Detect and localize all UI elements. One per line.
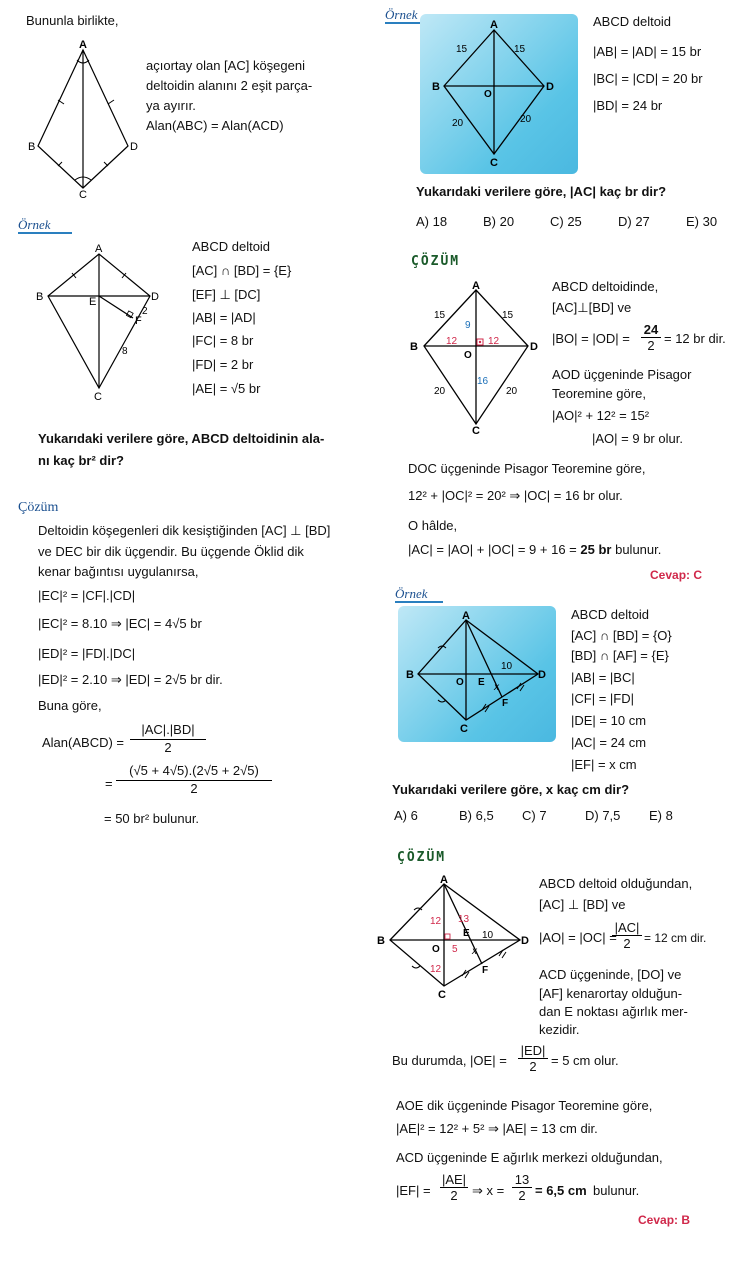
label-b: B xyxy=(377,935,385,947)
label-c: C xyxy=(79,189,87,198)
label-a: A xyxy=(79,39,87,51)
sol2-eq-pre: |BO| = |OD| = xyxy=(552,331,630,346)
sol1-eq-2: |EC|² = 8.10 ⇒ |EC| = 4√5 br xyxy=(38,616,202,631)
example-tag-2: Örnek xyxy=(385,7,418,22)
length-20-left: 20 xyxy=(452,118,464,129)
sol2-line-8: 12² + |OC|² = 20² ⇒ |OC| = 16 br olur. xyxy=(408,488,623,503)
label-b: B xyxy=(28,141,36,153)
area-lhs: Alan(ABCD) = xyxy=(42,735,124,750)
ex1-question-line-1: Yukarıdaki verilere göre, ABCD deltoidinin ala- xyxy=(38,431,325,446)
label-c: C xyxy=(490,157,498,169)
sol2-line-9: O hâlde, xyxy=(408,518,458,533)
length-8: 8 xyxy=(122,346,128,357)
ex3-given-4: |AB| = |BC| xyxy=(571,670,635,685)
sol3-l11-denominator-1: 2 xyxy=(450,1188,458,1203)
label-c: C xyxy=(94,391,102,403)
ex3-given-7: |AC| = 24 cm xyxy=(571,735,647,750)
label-f: F xyxy=(502,698,509,709)
label-b: B xyxy=(406,669,414,681)
length-15-left: 15 xyxy=(456,44,468,55)
ex1-given-1: ABCD deltoid xyxy=(192,239,271,254)
sol1-eq-4: |ED|² = 2.10 ⇒ |ED| = 2√5 br dir. xyxy=(38,672,223,687)
area-equals: = xyxy=(105,776,113,791)
label-c: C xyxy=(460,723,468,735)
sol2-numerator: 24 xyxy=(641,322,661,338)
ex3-given-1: ABCD deltoid xyxy=(571,607,650,622)
ex2-question: Yukarıdaki verilere göre, |AC| kaç br dir? xyxy=(416,184,667,199)
sol2-line-10-pre: |AC| = |AO| + |OC| = 9 + 16 = xyxy=(408,542,577,557)
ex2-option-c: C) 25 xyxy=(550,214,582,229)
area-denominator: 2 xyxy=(164,740,172,755)
ex3-option-d: D) 7,5 xyxy=(585,808,621,823)
sol2-line-7: DOC üçgeninde Pisagor Teoremine göre, xyxy=(408,461,646,476)
kite-figure-6 xyxy=(374,874,540,1010)
sol3-line-7-pre: Bu durumda, |OE| = xyxy=(392,1053,507,1068)
sol3-line-11-post: bulunur. xyxy=(593,1183,640,1198)
ex2-option-e: E) 30 xyxy=(686,214,718,229)
ex1-given-4: |AB| = |AD| xyxy=(192,310,256,325)
answer-badge-3: Cevap: B xyxy=(638,1213,691,1227)
sol3-denominator: 2 xyxy=(623,936,631,951)
ex1-given-7: |AE| = √5 br xyxy=(192,381,261,396)
length-9: 9 xyxy=(465,320,471,331)
label-d: D xyxy=(151,291,159,303)
label-b: B xyxy=(36,291,44,303)
label-e: E xyxy=(478,677,485,688)
ex2-given-1: ABCD deltoid xyxy=(593,14,672,29)
sol3-line-1: ABCD deltoid olduğundan, xyxy=(539,876,693,891)
sol2-line-6: |AO| = 9 br olur. xyxy=(592,431,683,446)
solution-tag-1: Çözüm xyxy=(18,500,59,515)
sol3-line-4: [AF] kenarortay olduğun- xyxy=(539,986,683,1001)
label-a: A xyxy=(440,874,448,886)
length-2: 2 xyxy=(142,306,148,317)
area-fraction-2 xyxy=(116,763,272,797)
sol3-fraction-2 xyxy=(518,1043,548,1074)
ex2-given-4: |BD| = 24 br xyxy=(593,98,663,113)
sol1-line-2: ve DEC bir dik üçgendir. Bu üçgende Öklid dik xyxy=(38,544,304,559)
sol3-eq-pre: |AO| = |OC| = xyxy=(539,930,617,945)
ex1-given-3: [EF] ⊥ [DC] xyxy=(192,287,261,302)
label-c: C xyxy=(438,989,446,1001)
solution-tag-2: ÇÖZÜM xyxy=(411,254,461,269)
sol3-line-11-result: = 6,5 cm xyxy=(535,1183,587,1198)
ex3-option-c: C) 7 xyxy=(522,808,547,823)
ex1-given-5: |FC| = 8 br xyxy=(192,333,254,348)
label-b: B xyxy=(410,341,418,353)
label-f: F xyxy=(135,315,142,327)
sol3-eq-post: = 12 cm dir. xyxy=(644,931,707,945)
ex3-given-6: |DE| = 10 cm xyxy=(571,713,647,728)
label-a: A xyxy=(490,19,498,31)
length-15-right: 15 xyxy=(502,310,514,321)
area-result: = 50 br² bulunur. xyxy=(104,811,200,826)
intro-text: Bununla birlikte, xyxy=(26,13,119,28)
label-d: D xyxy=(546,81,554,93)
length-15-left: 15 xyxy=(434,310,446,321)
label-a: A xyxy=(472,280,480,292)
ex3-option-b: B) 6,5 xyxy=(459,808,494,823)
sol2-line-10-post: bulunur. xyxy=(615,542,662,557)
length-13: 13 xyxy=(458,914,470,925)
sol3-l11-numerator-2: 13 xyxy=(512,1172,532,1188)
sol1-line-3: kenar bağıntısı uygulanırsa, xyxy=(38,564,199,579)
label-o: O xyxy=(484,89,492,100)
area2-denominator: 2 xyxy=(190,781,198,796)
ex1-given-2: [AC] ∩ [BD] = {E} xyxy=(192,263,292,278)
property-line-4: Alan(ABC) = Alan(ACD) xyxy=(146,118,284,133)
label-d: D xyxy=(130,141,138,153)
sol2-line-10 xyxy=(408,542,661,558)
length-12-bottom: 12 xyxy=(430,964,442,975)
label-e: E xyxy=(89,296,97,308)
sol3-line-9: |AE|² = 12² + 5² ⇒ |AE| = 13 cm dir. xyxy=(396,1121,598,1136)
sol3-numerator: |AC| xyxy=(612,920,642,936)
area-fraction-1 xyxy=(130,722,206,756)
length-12-left: 12 xyxy=(446,336,458,347)
sol3-l11-denominator-2: 2 xyxy=(518,1188,526,1203)
sol2-line-3: AOD üçgeninde Pisagor xyxy=(552,367,692,382)
length-15-right: 15 xyxy=(514,44,526,55)
sol3-line-2: [AC] ⊥ [BD] ve xyxy=(539,897,626,912)
area-numerator: |AC|.|BD| xyxy=(130,722,206,740)
ex1-given-6: |FD| = 2 br xyxy=(192,357,254,372)
ex1-question-line-2: nı kaç br² dir? xyxy=(38,453,124,468)
kite-figure-2 xyxy=(34,242,174,404)
label-d: D xyxy=(530,341,538,353)
example-underline-3 xyxy=(395,601,443,603)
length-20-right: 20 xyxy=(520,114,532,125)
sol3-fraction xyxy=(612,920,642,951)
area2-numerator: (√5 + 4√5).(2√5 + 2√5) xyxy=(116,763,272,781)
length-5: 5 xyxy=(452,944,458,955)
length-12-top: 12 xyxy=(430,916,442,927)
length-20-left: 20 xyxy=(434,386,446,397)
sol3-line-7-post: = 5 cm olur. xyxy=(551,1053,619,1068)
ex2-given-2: |AB| = |AD| = 15 br xyxy=(593,44,702,59)
ex2-option-a: A) 18 xyxy=(416,214,448,229)
sol2-line-5: |AO|² + 12² = 15² xyxy=(552,408,650,423)
label-d: D xyxy=(521,935,529,947)
ex3-option-a: A) 6 xyxy=(394,808,418,823)
label-o: O xyxy=(456,677,464,688)
sol2-eq-post: = 12 br dir. xyxy=(664,331,726,346)
sol3-line-11-mid: ⇒ x = xyxy=(472,1183,505,1198)
ex3-given-8: |EF| = x cm xyxy=(571,757,637,772)
kite-figure-4 xyxy=(404,280,552,436)
ex3-given-3: [BD] ∩ [AF] = {E} xyxy=(571,648,669,663)
sol3-line-10: ACD üçgeninde E ağırlık merkezi olduğundan, xyxy=(396,1150,663,1165)
property-line-2: deltoidin alanını 2 eşit parça- xyxy=(146,78,313,93)
ex2-option-d: D) 27 xyxy=(618,214,650,229)
sol1-eq-1: |EC|² = |CF|.|CD| xyxy=(38,588,136,603)
ex3-question: Yukarıdaki verilere göre, x kaç cm dir? xyxy=(392,782,630,797)
sol2-line-2: [AC]⊥[BD] ve xyxy=(552,300,632,315)
kite-figure-3 xyxy=(420,14,578,174)
sol3-line-5: dan E noktası ağırlık mer- xyxy=(539,1004,688,1019)
sol2-denominator: 2 xyxy=(647,338,655,353)
sol2-line-10-result: 25 br xyxy=(580,542,612,557)
label-b: B xyxy=(432,81,440,93)
sol2-fraction xyxy=(641,322,661,353)
sol3-line-8: AOE dik üçgeninde Pisagor Teoremine göre, xyxy=(396,1098,653,1113)
sol2-line-1: ABCD deltoidinde, xyxy=(552,279,659,294)
property-line-3: ya ayırır. xyxy=(146,98,196,113)
sol1-eq-3: |ED|² = |FD|.|DC| xyxy=(38,646,136,661)
example-tag-3: Örnek xyxy=(395,586,428,601)
sol3-fraction-3 xyxy=(440,1172,468,1203)
solution-tag-3: ÇÖZÜM xyxy=(397,850,447,865)
ex3-option-e: E) 8 xyxy=(649,808,673,823)
length-16: 16 xyxy=(477,376,489,387)
sol3-l7-numerator: |ED| xyxy=(518,1043,548,1059)
label-o: O xyxy=(464,350,472,361)
sol1-line-1: Deltoidin köşegenleri dik kesiştiğinden [AC] ⊥ [BD] xyxy=(38,523,331,538)
sol3-line-6: kezidir. xyxy=(539,1022,580,1037)
length-12-right: 12 xyxy=(488,336,500,347)
kite-figure-1 xyxy=(28,38,143,198)
sol2-line-4: Teoremine göre, xyxy=(552,386,646,401)
label-f: F xyxy=(482,965,489,976)
label-a: A xyxy=(462,610,470,622)
sol1-buna: Buna göre, xyxy=(38,698,102,713)
length-10: 10 xyxy=(501,661,513,672)
label-d: D xyxy=(538,669,546,681)
length-10: 10 xyxy=(482,930,494,941)
label-x: x xyxy=(494,682,499,693)
ex2-given-3: |BC| = |CD| = 20 br xyxy=(593,71,703,86)
example-tag-1: Örnek xyxy=(18,217,51,232)
label-x: x xyxy=(472,946,477,957)
sol3-l11-numerator-1: |AE| xyxy=(441,1172,467,1187)
ex2-option-b: B) 20 xyxy=(483,214,515,229)
example-underline-1 xyxy=(18,232,72,234)
ex3-given-2: [AC] ∩ [BD] = {O} xyxy=(571,628,672,643)
property-line-1: açıortay olan [AC] köşegeni xyxy=(146,58,305,73)
sol3-fraction-4 xyxy=(512,1172,532,1203)
label-c: C xyxy=(472,425,480,436)
label-e: E xyxy=(463,928,470,939)
label-a: A xyxy=(95,243,103,255)
answer-badge-2: Cevap: C xyxy=(650,568,703,582)
sol3-line-11-pre: |EF| = xyxy=(396,1183,431,1198)
length-20-right: 20 xyxy=(506,386,518,397)
kite-figure-5 xyxy=(398,606,556,742)
sol3-line-3: ACD üçgeninde, [DO] ve xyxy=(539,967,682,982)
sol3-l7-denominator: 2 xyxy=(529,1059,537,1074)
ex3-given-5: |CF| = |FD| xyxy=(571,691,634,706)
label-o: O xyxy=(432,944,440,955)
